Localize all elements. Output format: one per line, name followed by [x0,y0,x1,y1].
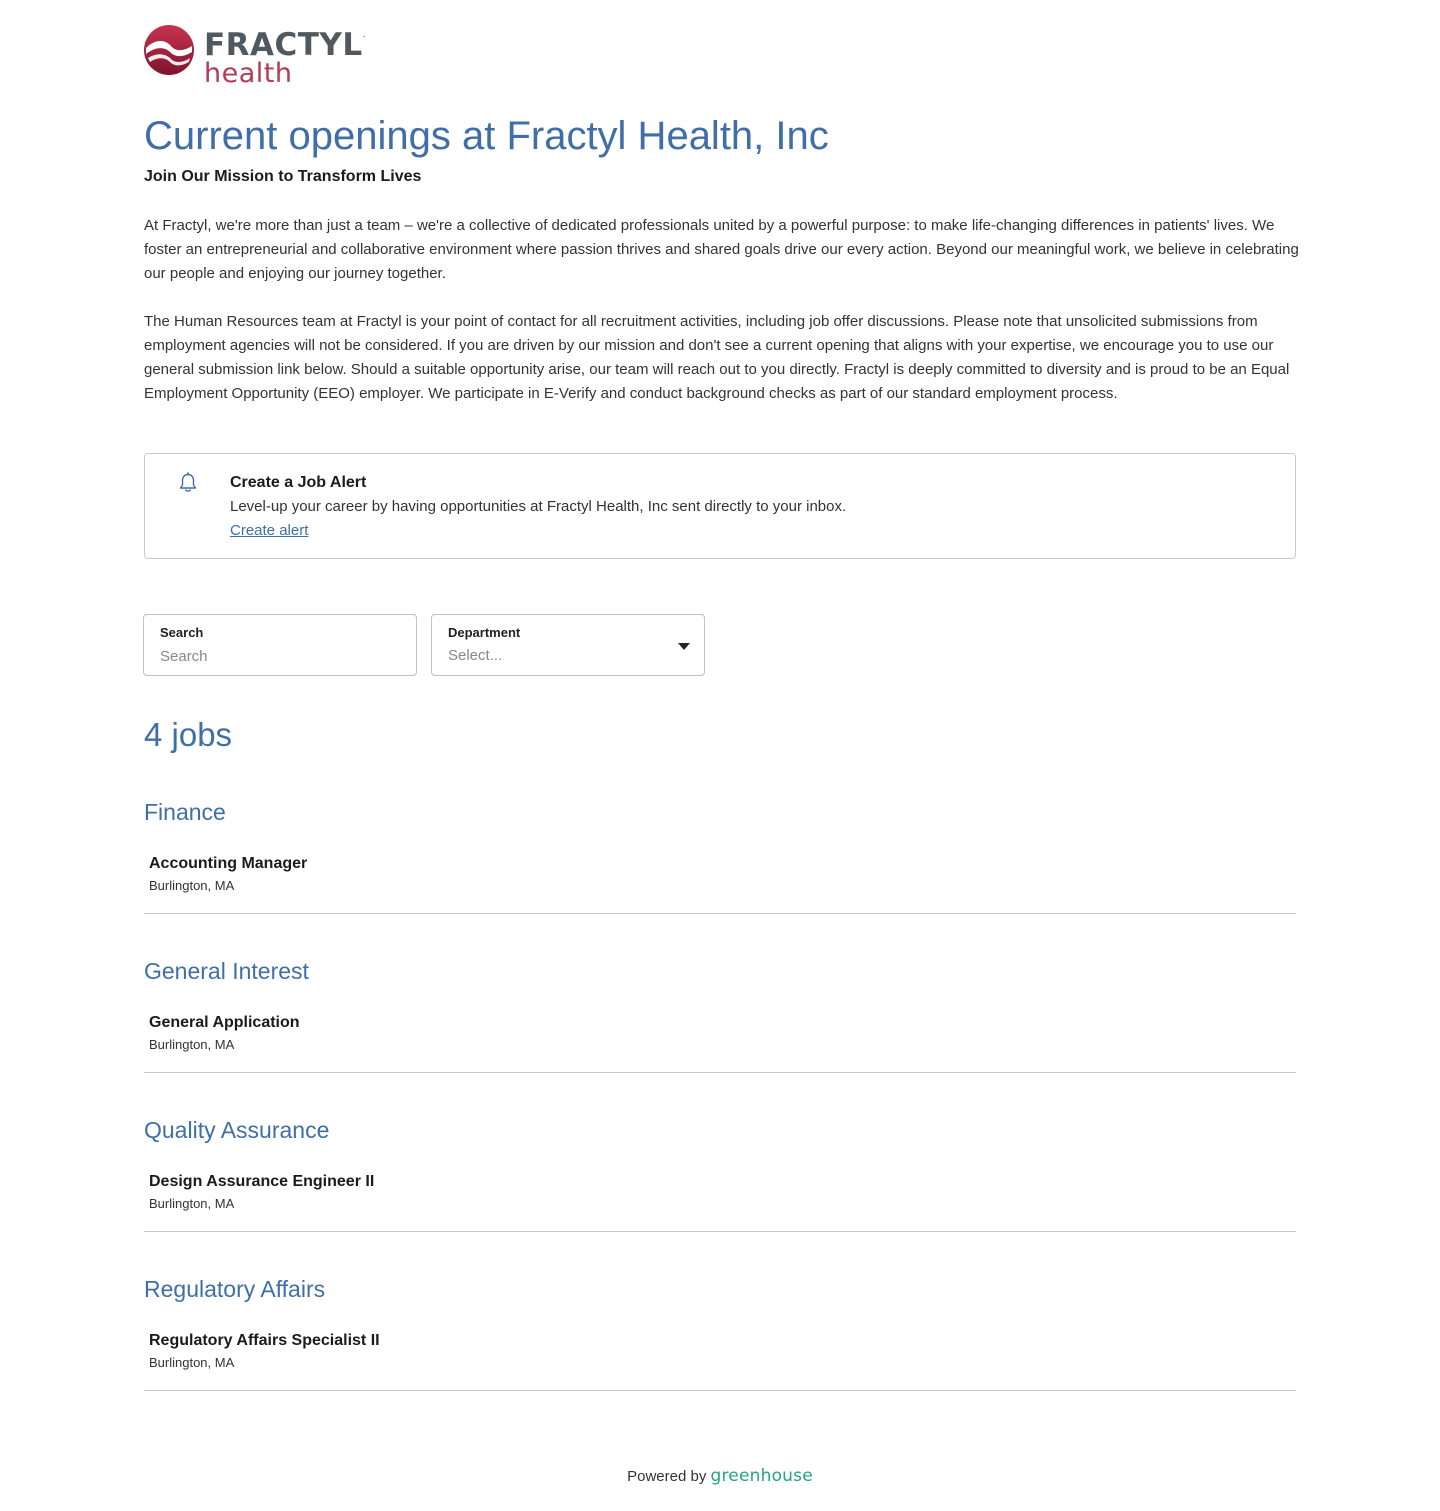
search-input[interactable] [160,645,400,667]
job-location: Burlington, MA [149,878,235,893]
logo-word-fractyl: FRACTYL. [204,27,367,63]
page-subtitle: Join Our Mission to Transform Lives [144,168,422,185]
bell-icon [177,472,199,494]
job-alert-card [144,453,1296,559]
job-title-link[interactable]: General Application [149,1014,300,1031]
job-row[interactable] [144,1172,1296,1232]
jobs-count: 4 jobs [144,716,233,753]
job-title-link[interactable]: Regulatory Affairs Specialist II [149,1332,380,1349]
chevron-down-icon[interactable] [678,643,690,650]
create-alert-link[interactable]: Create alert [230,522,309,539]
job-location: Burlington, MA [149,1196,235,1211]
job-row[interactable] [144,1331,1296,1391]
logo-word-health: health [204,58,293,89]
company-logo[interactable] [144,22,374,90]
department-label: Department [448,625,521,640]
department-heading-quality-assurance: Quality Assurance [144,1117,330,1143]
department-select-value: Select... [448,647,503,664]
job-location: Burlington, MA [149,1037,235,1052]
department-heading-regulatory-affairs: Regulatory Affairs [144,1276,326,1302]
department-select[interactable] [431,614,705,676]
footer [0,1464,1440,1489]
job-title-link[interactable]: Accounting Manager [149,855,308,872]
job-location: Burlington, MA [149,1355,235,1370]
department-heading-general-interest: General Interest [144,958,309,984]
greenhouse-logo[interactable]: greenhouse [710,1466,813,1486]
job-alert-title: Create a Job Alert [230,474,367,491]
job-alert-text: Level-up your career by having opportunities at Fractyl Health, Inc sent directly to your inbox. [230,498,847,515]
intro-paragraph-2: The Human Resources team at Fractyl is your point of contact for all recruitment activities, including job offer discussions. Please note that unsolicited submissions from employment agencies will not be considered. If you are driven by our mission and don't see a current opening that aligns with your expertise, we encourage you to use our general submission link below. Should a suitable opportunity arise, our team will reach out to you directly. Fractyl is deeply committed to diversity and is proud to be an Equal Employment Opportunity (EEO) employer. We participate in E-Verify and conduct background checks as part of our standard employment process. [144,313,1290,402]
job-title-link[interactable]: Design Assurance Engineer II [149,1173,375,1190]
page-title: Current openings at Fractyl Health, Inc [144,114,829,158]
department-heading-finance: Finance [144,799,226,825]
job-row[interactable] [144,1013,1296,1073]
fractyl-logo-icon [144,24,194,76]
search-field[interactable] [143,614,417,676]
search-label: Search [160,625,204,640]
powered-by-text: Powered by [627,1468,707,1485]
intro-paragraph-1: At Fractyl, we're more than just a team – we're a collective of dedicated professionals united by a powerful purpose: to make life-changing differences in patients' lives. We foster an entrepreneurial and collaborative environment where passion thrives and shared goals drive our every action. Beyond our meaningful work, we believe in celebrating our people and enjoying our journey together. [144,217,1299,282]
job-row[interactable] [144,854,1296,914]
